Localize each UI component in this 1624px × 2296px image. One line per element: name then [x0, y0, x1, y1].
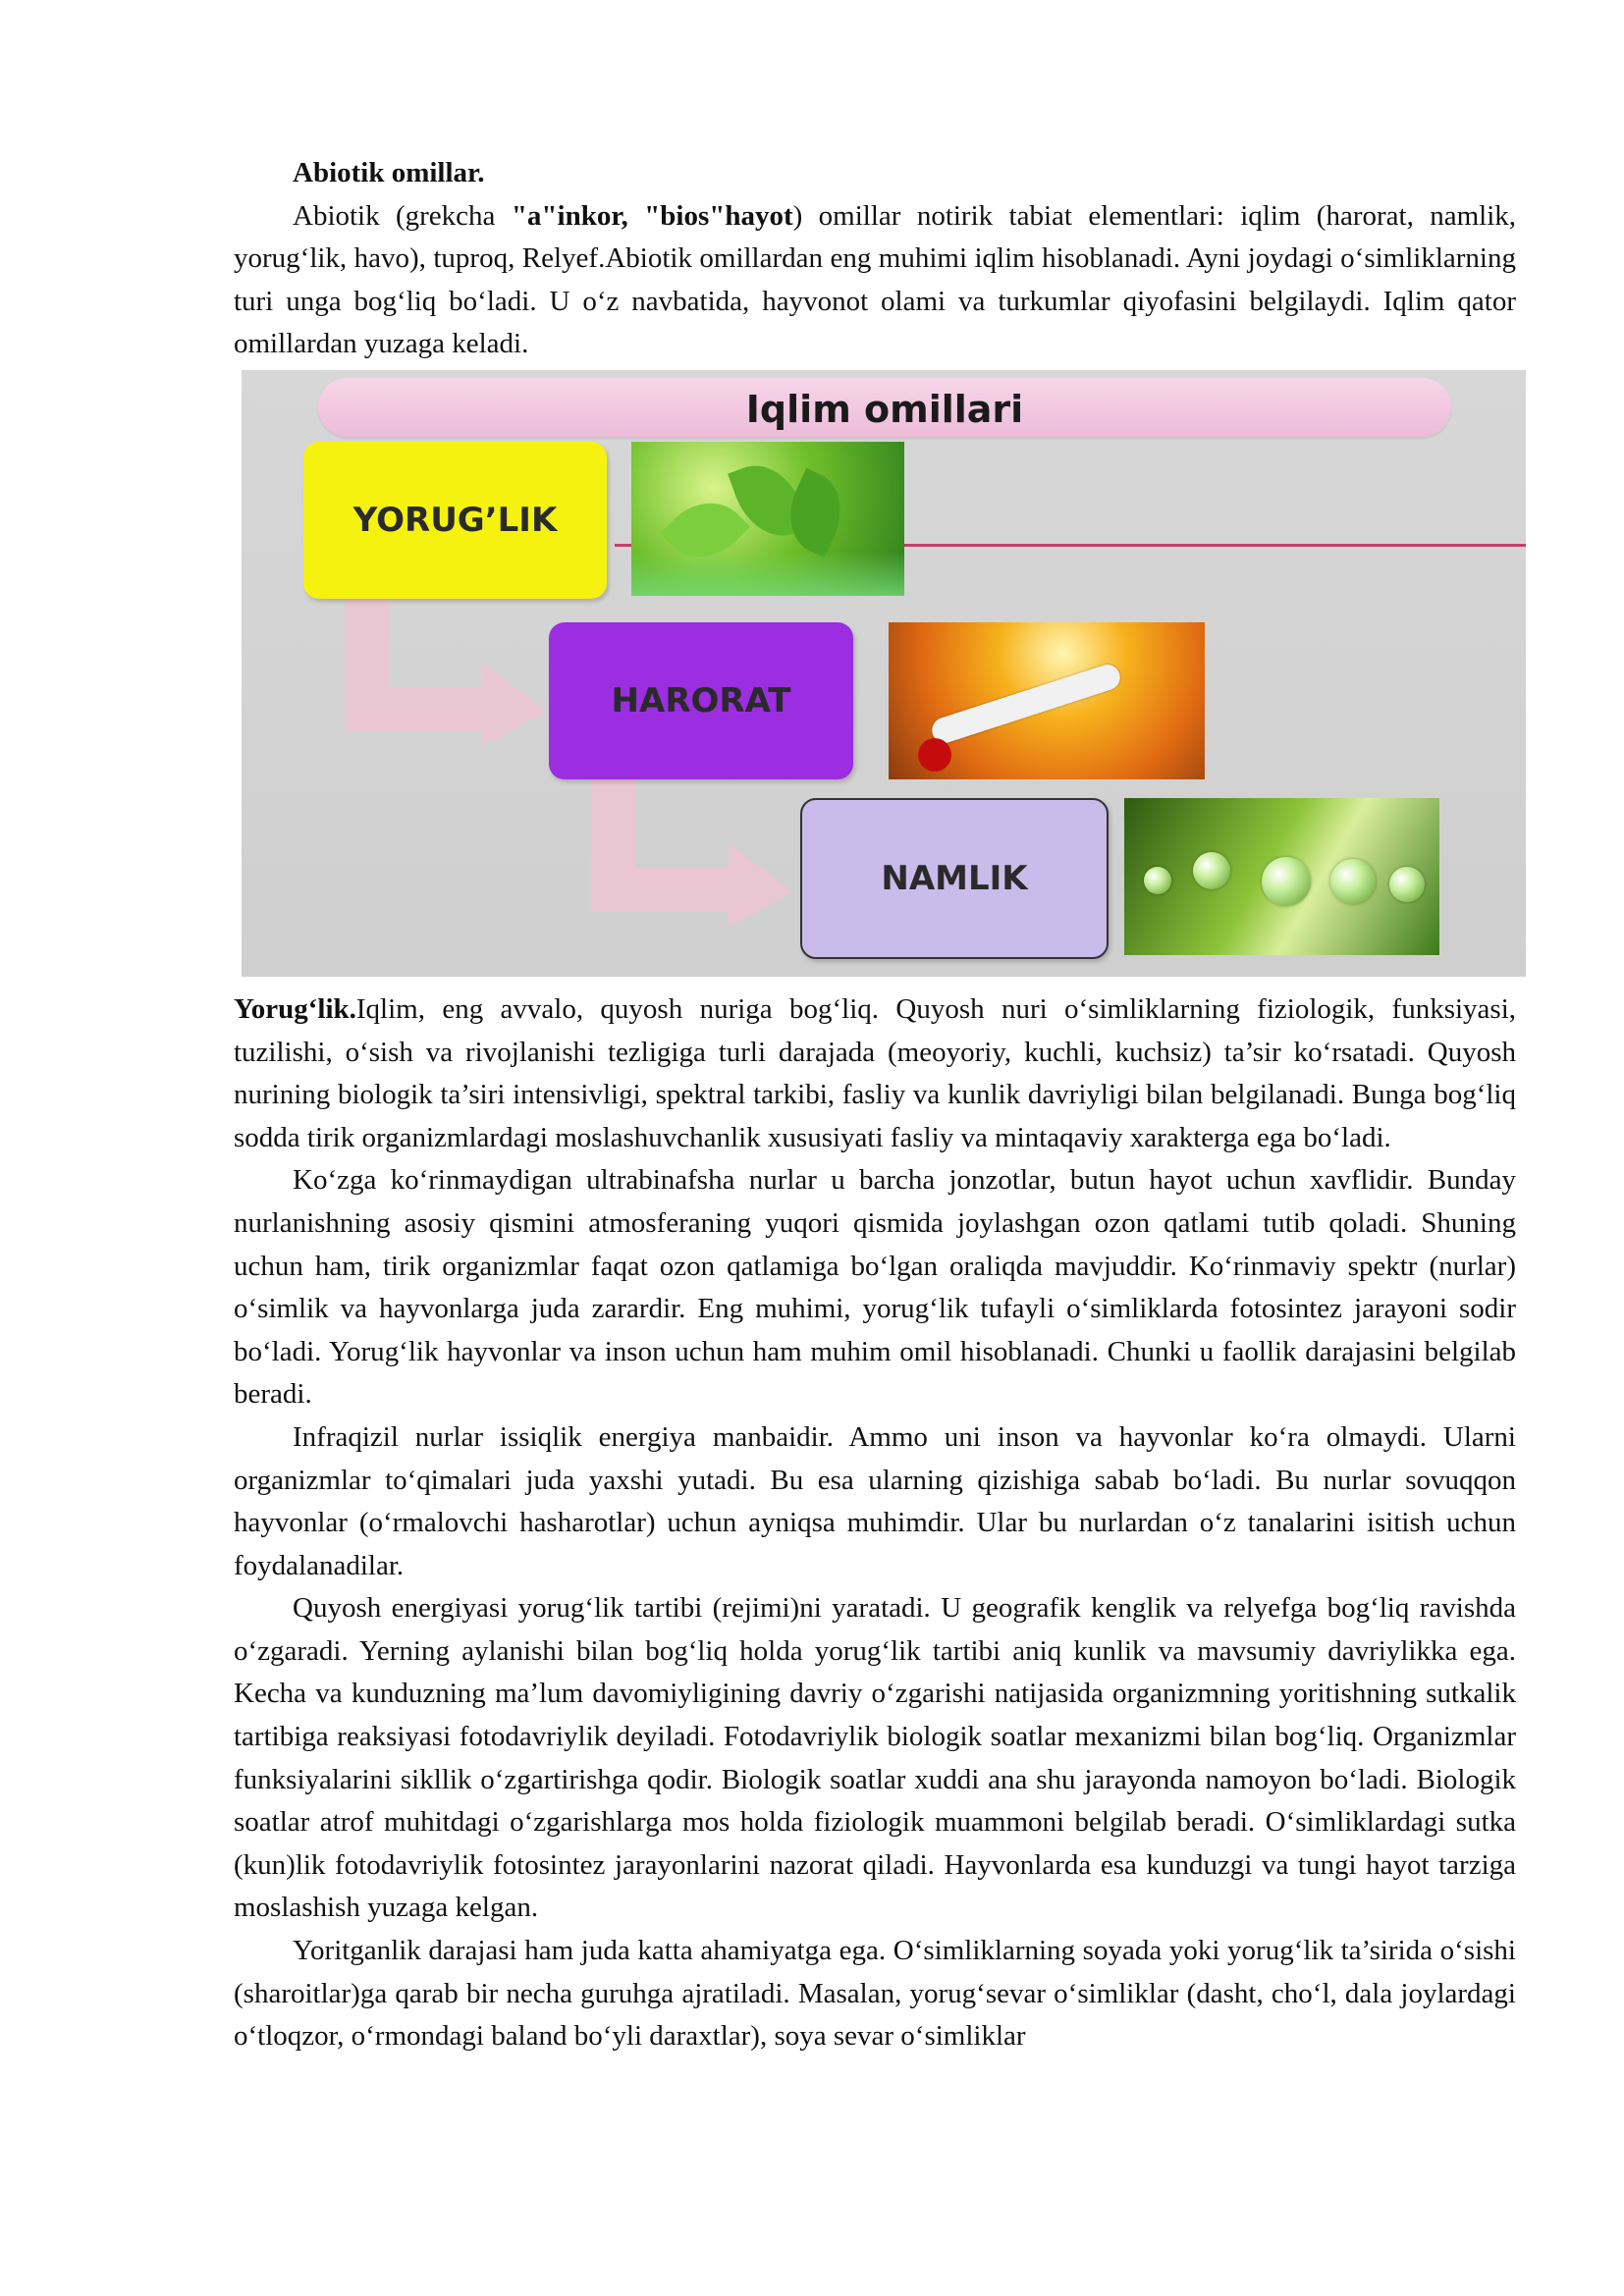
infrared-paragraph: Infraqizil nurlar issiqlik energiya manbaidir. Ammo uni inson va hayvonlar ko‘ra olmaydi. Ularni organizmlar to‘qimalari juda yaxshi yutadi. Bu esa ularning qizishiga sabab bo‘ladi. Bu nurlar sovuqqon hayvonlar (o‘rmalovchi hasharotlar) uchun ayniqsa muhimdir. Ular bu nurlardan o‘z tanalarini isitish uchun foydalanadilar. — [234, 1420, 1516, 1581]
image-swirl — [631, 552, 904, 596]
thermometer-icon — [929, 662, 1123, 747]
light-regime-paragraph: Quyosh energiyasi yorug‘lik tartibi (rejimi)ni yaratadi. U geografik kenglik va relyefga bog‘liq ravishda o‘zgaradi. Yerning aylanishi bilan bog‘liq holda yorug‘lik tartibi aniq kunlik va mavsumiy davriylikka ega. Kecha va kunduzning ma’lum davomiyligining davriy o‘zgarishi natijasida organizmning yoritishning sutkalik tartibiga reaksiyasi fotodavriylik deyiladi. Fotodavriylik biologik soatlar mexanizmi bilan bog‘liq. Organizmlar funksiyalarini sikllik o‘zgartirishga qodir. Biologik soatlar xuddi ana shu jarayonda namoyon bo‘ladi. Biologik soatlar atrof muhitdagi o‘zgarishlarga mos holda fiziologik muammoni belgilab beradi. O‘simliklardagi sutka (kun)lik fotodavriylik fotosintez jarayonlarini nazorat qiladi. Hayvonlarda esa kunduzgi va tungi hayot tarziga moslashish yuzaga kelgan. — [234, 1592, 1516, 1924]
plant-leaves-image — [631, 442, 904, 596]
arrow-icon — [581, 779, 807, 927]
document-page — [234, 152, 1516, 2058]
thermometer-sun-image — [889, 622, 1205, 779]
intro-bold: "a"inkor, "bios"hayot — [511, 199, 793, 232]
figure-title-bar — [318, 378, 1451, 437]
light-paragraph — [234, 988, 1516, 1159]
ultraviolet-paragraph: Ko‘zga ko‘rinmaydigan ultrabinafsha nurlar u barcha jonzotlar, butun hayot uchun xavflidir. Bunday nurlanishning asosiy qismini atmosferaning yuqori qismida joylashgan ozon qatlami tutib qoladi. Shuning uchun ham, tirik organizmlar faqat ozon qatlamiga bo‘lgan oraliqda mavjuddir. Ko‘rinmaviy spektr (nurlar) o‘simlik va hayvonlarga juda zarardir. Eng muhimi, yorug‘lik tufayli o‘simliklarda fotosintez jarayoni sodir bo‘ladi. Yorug‘lik hayvonlar va inson uchun ham muhim omil hisoblanadi. Chunki u faollik darajasini belgilab beradi. — [234, 1164, 1516, 1411]
water-drops-image — [1124, 798, 1439, 955]
light-text: Iqlim, eng avvalo, quyosh nuriga bog‘liq. Quyosh nuri o‘simliklarning fiziologik, funksiyasi, tuzilishi, o‘sish va rivojlanishi tezligiga turli darajada (meoyoriy, kuchli, kuchsiz) ta’sir ko‘rsatadi. Quyosh nurining biologik ta’siri intensivligi, spektral tarkibi, fasliy va kunlik davriyligi bilan belgilanadi. Bunga bog‘liq sodda tirik organizmlardagi moslashuvchanlik xususiyati fasliy va mintaqaviy xarakterga ega bo‘ladi. — [234, 992, 1516, 1153]
light-box: YORUG’LIK — [303, 442, 607, 599]
figure-title: Iqlim omillari — [745, 387, 1024, 431]
intro-post: ) omillar notirik tabiat elementlari: iqlim (harorat, namlik, yorug‘lik, havo), tuproq, Relyef.Abiotik omillardan eng muhimi iqlim hisoblanadi. Ayni joydagi o‘simliklarning turi unga bog‘liq bo‘ladi. U o‘z navbatida, hayvonot olami va turkumlar qiyofasini belgilaydi. Iqlim qator omillardan yuzaga keladi. — [234, 199, 1517, 360]
climate-factors-figure — [242, 370, 1526, 977]
light-lead: Yorug‘lik. — [234, 992, 356, 1025]
illumination-paragraph: Yoritganlik darajasi ham juda katta ahamiyatga ega. O‘simliklarning soyada yoki yorug‘lik ta’sirida o‘sishi (sharoitlar)ga qarab bir necha guruhga ajratiladi. Masalan, yorug‘sevar o‘simliklar (dasht, cho‘l, dala joylardagi o‘tloqzor, o‘rmondagi baland bo‘yli daraxtlar), soya sevar o‘simliklar — [234, 1935, 1516, 2053]
humidity-box: NAMLIK — [800, 798, 1109, 959]
intro-paragraph — [234, 195, 1516, 366]
arrow-icon — [335, 599, 561, 746]
temperature-box: HARORAT — [549, 622, 853, 779]
thermometer-bulb-icon — [918, 738, 951, 772]
intro-pre: Abiotik (grekcha — [293, 199, 512, 232]
section-heading: Abiotik omillar. — [293, 157, 485, 188]
